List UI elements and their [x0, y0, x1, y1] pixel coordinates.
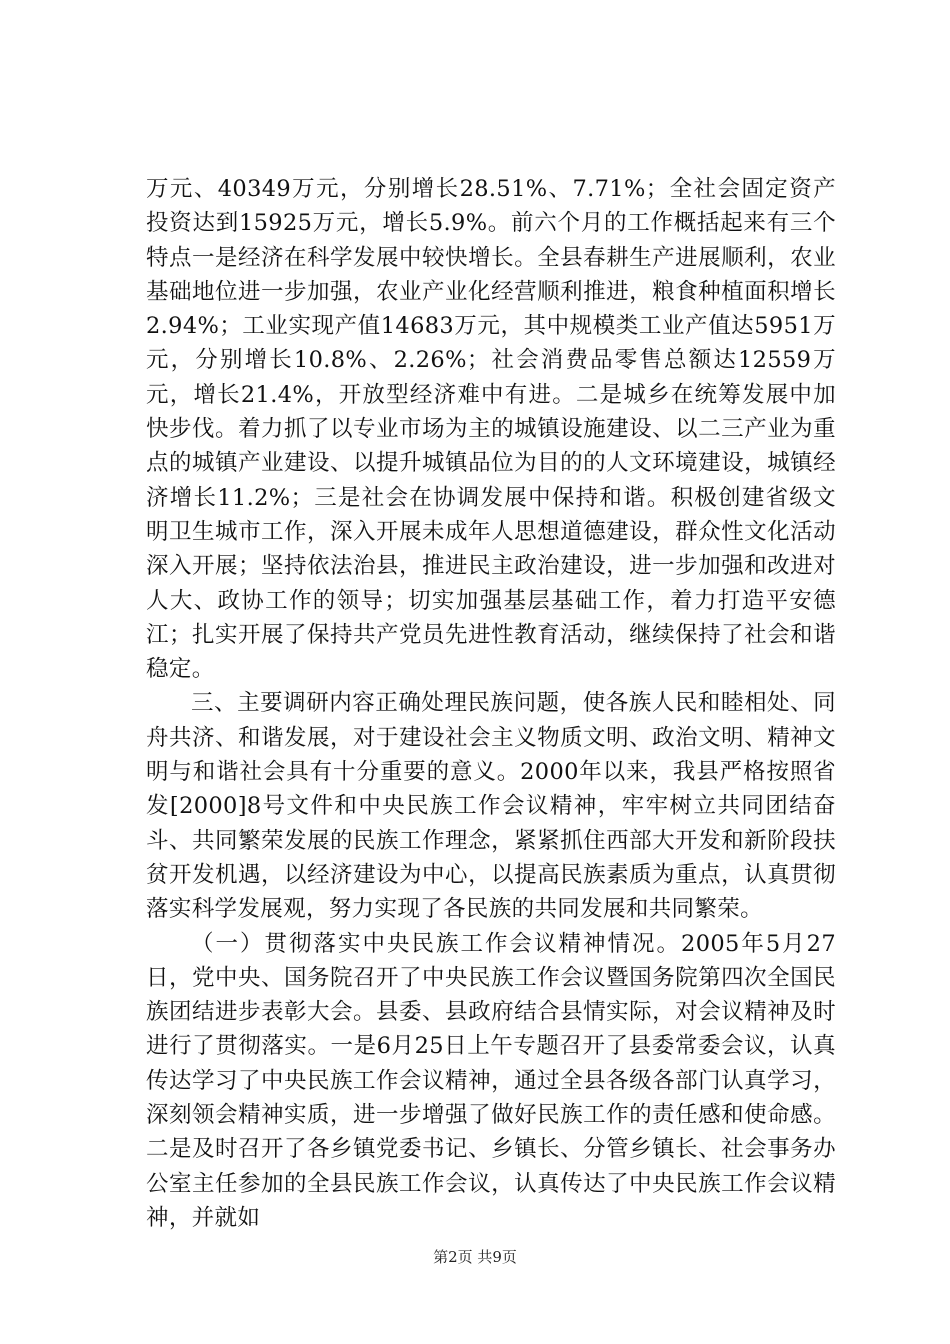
document-body	[146, 172, 836, 1235]
paragraph-research-content: 三、主要调研内容正确处理民族问题，使各族人民和睦相处、同舟共济、和谐发展，对于建设社会主义物质文明、政治文明、精神文明与和谐社会具有十分重要的意义。2000年以来，我县严格按照省发[2000]8号文件和中央民族工作会议精神，牢牢树立共同团结奋斗、共同繁荣发展的民族工作理念，紧紧抓住西部大开发和新阶段扶贫开发机遇，以经济建设为中心，以提高民族素质为重点，认真贯彻落实科学发展观，努力实现了各民族的共同发展和共同繁荣。	[146, 690, 836, 923]
paragraph-economic-summary: 万元、40349万元，分别增长28.51%、7.71%；全社会固定资产投资达到15925万元，增长5.9%。前六个月的工作概括起来有三个特点一是经济在科学发展中较快增长。全县春耕生产进展顺利，农业基础地位进一步加强，农业产业化经营顺利推进，粮食种植面积增长2.94%；工业实现产值14683万元，其中规模类工业产值达5951万元，分别增长10.8%、2.26%；社会消费品零售总额达12559万元，增长21.4%，开放型经济难中有进。二是城乡在统筹发展中加快步伐。着力抓了以专业市场为主的城镇设施建设、以二三产业为重点的城镇产业建设、以提升城镇品位为目的的人文环境建设，城镇经济增长11.2%；三是社会在协调发展中保持和谐。积极创建省级文明卫生城市工作，深入开展未成年人思想道德建设，群众性文化活动深入开展；坚持依法治县，推进民主政治建设，进一步加强和改进对人大、政协工作的领导；切实加强基层基础工作，着力打造平安德江；扎实开展了保持共产党员先进性教育活动，继续保持了社会和谐稳定。	[146, 176, 836, 683]
paragraph-central-meeting: （一）贯彻落实中央民族工作会议精神情况。2005年5月27日，党中央、国务院召开了中央民族工作会议暨国务院第四次全国民族团结进步表彰大会。县委、县政府结合县情实际，对会议精神及时进行了贯彻落实。一是6月25日上午专题召开了县委常委会议，认真传达学习了中央民族工作会议精神，通过全县各级各部门认真学习，深刻领会精神实质，进一步增强了做好民族工作的责任感和使命感。二是及时召开了各乡镇党委书记、乡镇长、分管乡镇长、社会事务办公室主任参加的全县民族工作会议，认真传达了中央民族工作会议精神，并就如	[146, 930, 836, 1231]
page-footer: 第2页 共9页	[433, 1248, 517, 1266]
